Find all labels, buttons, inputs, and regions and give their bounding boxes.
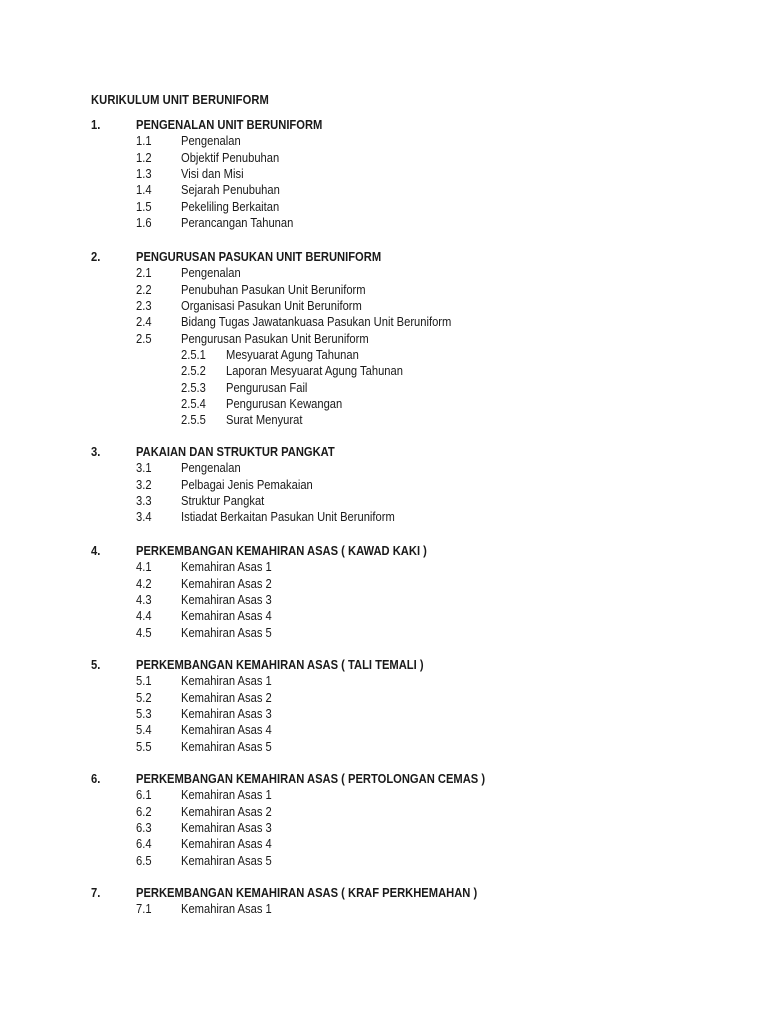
item-number: 6.2 xyxy=(136,803,152,819)
subitem-number: 2.5.2 xyxy=(181,363,206,379)
item-label: Kemahiran Asas 4 xyxy=(181,836,272,852)
list-item xyxy=(91,509,731,525)
section-3 xyxy=(91,444,731,526)
section-heading xyxy=(91,117,731,133)
section-number: 2. xyxy=(91,249,101,264)
list-item xyxy=(91,836,731,852)
section-title: PENGURUSAN PASUKAN UNIT BERUNIFORM xyxy=(136,249,382,264)
item-label: Kemahiran Asas 1 xyxy=(181,787,272,803)
item-label: Perancangan Tahunan xyxy=(181,215,294,231)
item-label: Kemahiran Asas 3 xyxy=(181,820,272,836)
section-heading xyxy=(91,543,731,559)
item-number: 2.2 xyxy=(136,281,152,297)
list-item xyxy=(91,314,731,330)
item-number: 1.6 xyxy=(136,215,152,231)
item-number: 1.4 xyxy=(136,182,152,198)
item-number: 5.5 xyxy=(136,738,152,754)
item-number: 3.3 xyxy=(136,493,152,509)
list-item xyxy=(91,706,731,722)
item-label: Bidang Tugas Jawatankuasa Pasukan Unit Beruniform xyxy=(181,314,452,330)
item-label: Organisasi Pasukan Unit Beruniform xyxy=(181,298,362,314)
item-label: Kemahiran Asas 1 xyxy=(181,901,272,917)
subitem-label: Mesyuarat Agung Tahunan xyxy=(226,347,359,363)
list-item xyxy=(91,133,731,149)
item-label: Pengenalan xyxy=(181,133,241,149)
list-item xyxy=(91,298,731,314)
list-item xyxy=(91,331,731,347)
item-label: Kemahiran Asas 1 xyxy=(181,559,272,575)
list-item xyxy=(91,608,731,624)
item-label: Istiadat Berkaitan Pasukan Unit Beruniform xyxy=(181,509,395,525)
item-label: Kemahiran Asas 4 xyxy=(181,608,272,624)
subitem-label: Pengurusan Fail xyxy=(226,379,308,395)
item-label: Kemahiran Asas 5 xyxy=(181,624,272,640)
item-label: Sejarah Penubuhan xyxy=(181,182,280,198)
section-number: 4. xyxy=(91,543,101,558)
list-item xyxy=(91,182,731,198)
list-item xyxy=(91,820,731,836)
item-number: 6.5 xyxy=(136,852,152,868)
item-label: Kemahiran Asas 2 xyxy=(181,689,272,705)
list-item xyxy=(91,722,731,738)
item-label: Pengurusan Pasukan Unit Beruniform xyxy=(181,330,369,346)
item-number: 4.3 xyxy=(136,592,152,608)
item-label: Struktur Pangkat xyxy=(181,493,265,509)
section-heading xyxy=(91,249,731,265)
item-label: Kemahiran Asas 2 xyxy=(181,575,272,591)
item-number: 3.2 xyxy=(136,476,152,492)
item-number: 4.4 xyxy=(136,608,152,624)
item-label: Penubuhan Pasukan Unit Beruniform xyxy=(181,281,366,297)
item-number: 6.1 xyxy=(136,787,152,803)
list-item xyxy=(91,592,731,608)
item-number: 6.3 xyxy=(136,820,152,836)
item-label: Kemahiran Asas 3 xyxy=(181,706,272,722)
item-number: 2.3 xyxy=(136,298,152,314)
list-item xyxy=(91,199,731,215)
section-heading xyxy=(91,444,731,460)
section-number: 6. xyxy=(91,771,101,786)
subitem-number: 2.5.5 xyxy=(181,412,206,428)
section-number: 7. xyxy=(91,885,101,900)
document-title: KURIKULUM UNIT BERUNIFORM xyxy=(91,92,269,107)
section-4 xyxy=(91,543,731,641)
item-label: Kemahiran Asas 5 xyxy=(181,852,272,868)
section-heading xyxy=(91,885,731,901)
list-item xyxy=(91,739,731,755)
section-heading xyxy=(91,657,731,673)
list-item xyxy=(91,282,731,298)
section-title: PERKEMBANGAN KEMAHIRAN ASAS ( KRAF PERKHEMAHAN ) xyxy=(136,885,478,900)
list-item xyxy=(91,690,731,706)
section-number: 5. xyxy=(91,657,101,672)
item-number: 4.5 xyxy=(136,624,152,640)
item-label: Kemahiran Asas 4 xyxy=(181,722,272,738)
subitem-label: Surat Menyurat xyxy=(226,412,303,428)
sub-list-item xyxy=(91,412,731,428)
subitem-number: 2.5.3 xyxy=(181,379,206,395)
section-7 xyxy=(91,885,731,918)
item-label: Kemahiran Asas 1 xyxy=(181,673,272,689)
item-number: 1.3 xyxy=(136,166,152,182)
list-item xyxy=(91,576,731,592)
section-title: PERKEMBANGAN KEMAHIRAN ASAS ( KAWAD KAKI ) xyxy=(136,543,427,558)
subitem-number: 2.5.4 xyxy=(181,396,206,412)
item-number: 4.1 xyxy=(136,559,152,575)
list-item xyxy=(91,901,731,917)
item-label: Objektif Penubuhan xyxy=(181,149,280,165)
item-number: 1.1 xyxy=(136,133,152,149)
list-item xyxy=(91,787,731,803)
section-number: 1. xyxy=(91,117,101,132)
item-label: Kemahiran Asas 3 xyxy=(181,592,272,608)
item-number: 7.1 xyxy=(136,901,152,917)
section-5 xyxy=(91,657,731,755)
section-1 xyxy=(91,117,731,231)
section-title: PENGENALAN UNIT BERUNIFORM xyxy=(136,117,323,132)
list-item xyxy=(91,493,731,509)
list-item xyxy=(91,265,731,281)
list-item xyxy=(91,215,731,231)
subitem-number: 2.5.1 xyxy=(181,347,206,363)
item-number: 3.1 xyxy=(136,460,152,476)
list-item xyxy=(91,804,731,820)
item-number: 5.1 xyxy=(136,673,152,689)
item-label: Pekeliling Berkaitan xyxy=(181,198,280,214)
list-item xyxy=(91,673,731,689)
sub-list-item xyxy=(91,363,731,379)
section-heading xyxy=(91,771,731,787)
list-item xyxy=(91,625,731,641)
item-number: 6.4 xyxy=(136,836,152,852)
item-number: 5.3 xyxy=(136,706,152,722)
item-label: Kemahiran Asas 2 xyxy=(181,803,272,819)
item-label: Pelbagai Jenis Pemakaian xyxy=(181,476,313,492)
section-title: PAKAIAN DAN STRUKTUR PANGKAT xyxy=(136,444,335,459)
item-number: 1.5 xyxy=(136,198,152,214)
item-number: 1.2 xyxy=(136,149,152,165)
item-number: 5.4 xyxy=(136,722,152,738)
list-item xyxy=(91,150,731,166)
section-6 xyxy=(91,771,731,869)
section-number: 3. xyxy=(91,444,101,459)
item-label: Kemahiran Asas 5 xyxy=(181,738,272,754)
section-title: PERKEMBANGAN KEMAHIRAN ASAS ( TALI TEMALI ) xyxy=(136,657,424,672)
item-number: 2.1 xyxy=(136,265,152,281)
item-label: Visi dan Misi xyxy=(181,166,244,182)
section-title: PERKEMBANGAN KEMAHIRAN ASAS ( PERTOLONGAN CEMAS ) xyxy=(136,771,486,786)
section-2 xyxy=(91,249,731,429)
sub-list-item xyxy=(91,347,731,363)
subitem-label: Laporan Mesyuarat Agung Tahunan xyxy=(226,363,403,379)
item-number: 2.4 xyxy=(136,314,152,330)
item-number: 3.4 xyxy=(136,509,152,525)
sub-list-item xyxy=(91,396,731,412)
item-label: Pengenalan xyxy=(181,460,241,476)
list-item xyxy=(91,460,731,476)
item-label: Pengenalan xyxy=(181,265,241,281)
list-item xyxy=(91,166,731,182)
list-item xyxy=(91,853,731,869)
list-item xyxy=(91,559,731,575)
subitem-label: Pengurusan Kewangan xyxy=(226,396,343,412)
item-number: 5.2 xyxy=(136,689,152,705)
item-number: 2.5 xyxy=(136,330,152,346)
sub-list-item xyxy=(91,380,731,396)
list-item xyxy=(91,477,731,493)
item-number: 4.2 xyxy=(136,575,152,591)
